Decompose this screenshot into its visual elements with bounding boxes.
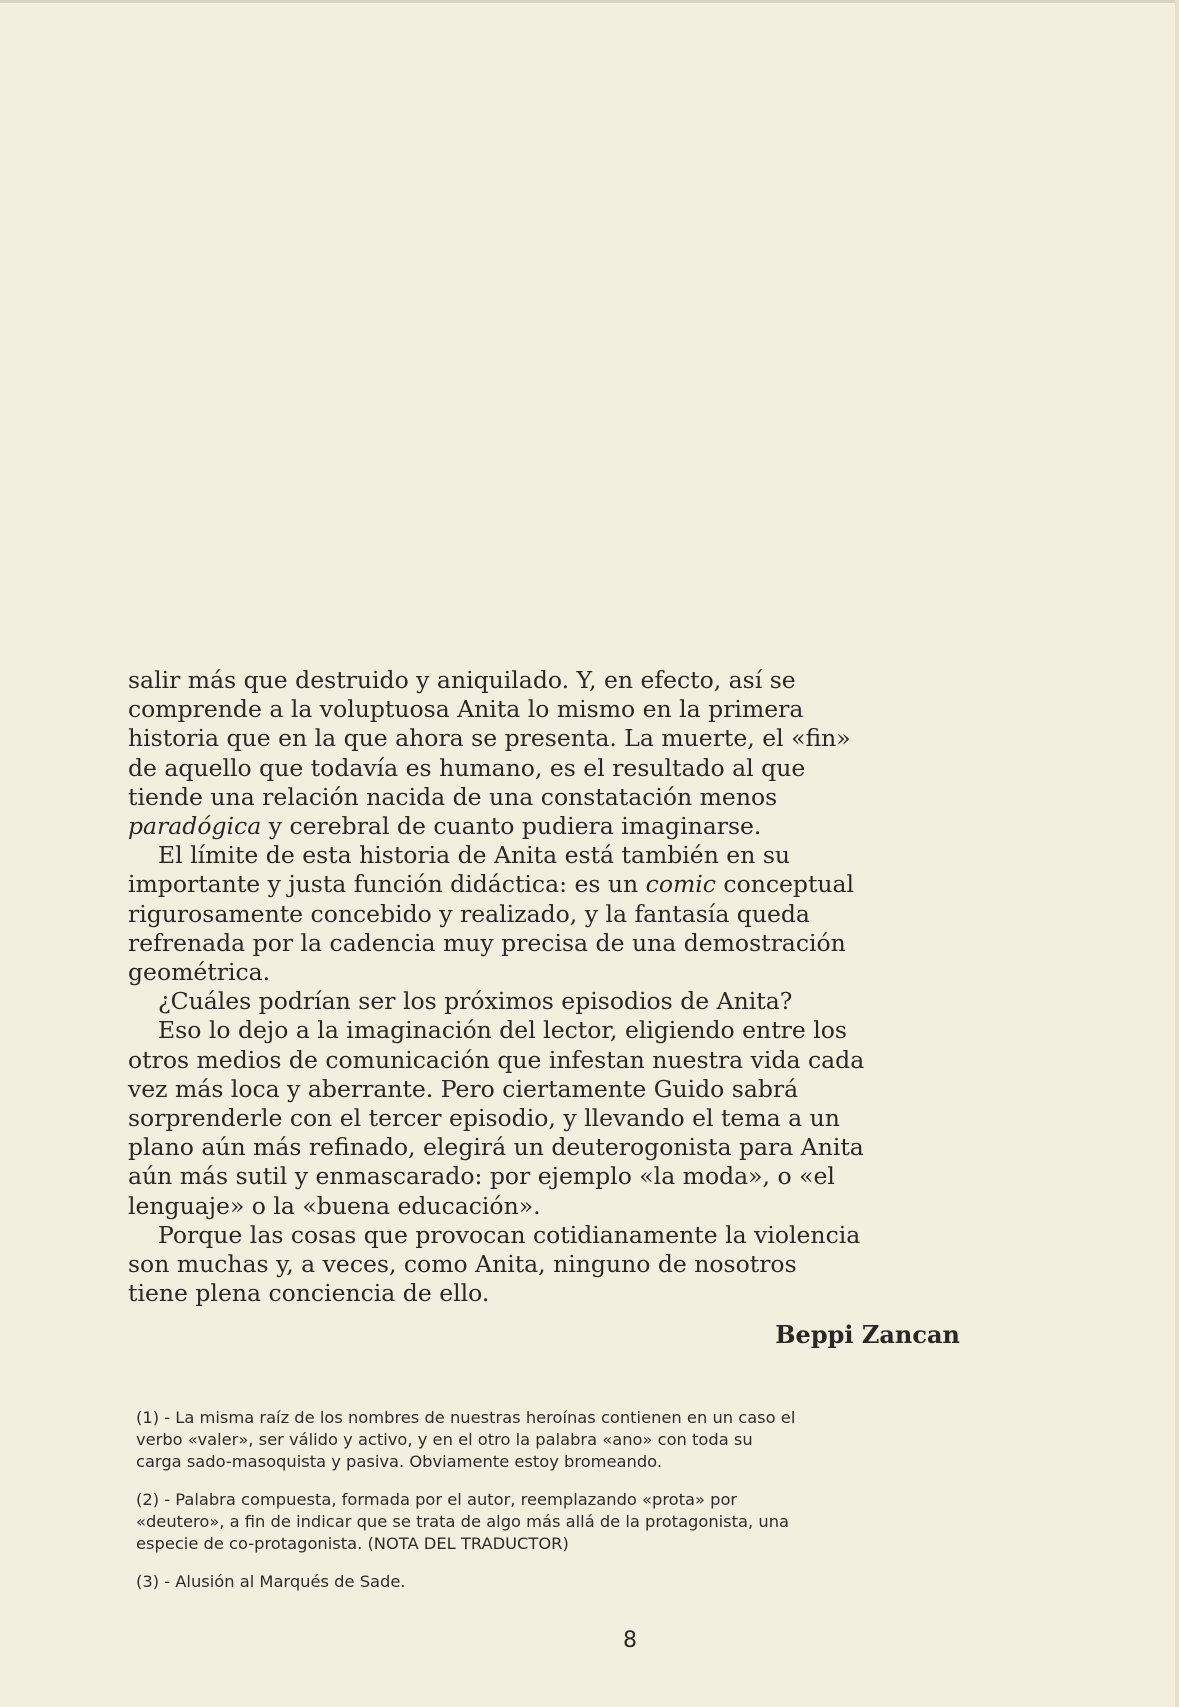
footnote-line: «deutero», a fin de indicar que se trata de algo más allá de la protagonista, una [136,1512,789,1531]
text-segment: y cerebral de cuanto pudiera imaginarse. [261,812,762,841]
footnote [136,1407,956,1473]
author-signature: Beppi Zancan [775,1320,960,1349]
text-segment: conceptual [715,870,855,899]
text-segment: importante y justa función didáctica: es un [128,870,646,899]
text-segment: salir más que destruido y aniquilado. Y, en efecto, así se [128,666,796,694]
text-segment: de aquello que todavía es humano, es el resultado al que [128,753,806,782]
text-segment: geométrica. [128,958,271,987]
page-number: 8 [623,1628,637,1653]
italic-text: paradógica [128,812,262,841]
paragraph [128,1016,960,1220]
footnote-line: (1) - La misma raíz de los nombres de nuestras heroínas contienen en un caso el [136,1408,796,1427]
text-segment: vez más loca y aberrante. Pero ciertamente Guido sabrá [128,1074,799,1103]
italic-text: comic [645,870,716,899]
footnote [136,1489,956,1555]
text-segment: lenguaje» o la «buena educación». [128,1191,541,1220]
paragraph [128,666,960,841]
essay-body [128,666,960,1308]
footnote-line: especie de co-protagonista. (NOTA DEL TRADUCTOR) [136,1534,569,1553]
footnote-line: (2) - Palabra compuesta, formada por el autor, reemplazando «prota» por [136,1490,738,1509]
page-right-edge [1175,0,1179,1707]
paragraph [128,1221,960,1309]
text-segment: Porque las cosas que provocan cotidianamente la violencia [158,1220,861,1249]
text-segment: son muchas y, a veces, como Anita, ninguno de nosotros [128,1250,797,1279]
text-segment: ¿Cuáles podrían ser los próximos episodios de Anita? [158,987,793,1016]
text-segment: otros medios de comunicación que infestan nuestra vida cada [128,1045,865,1074]
text-segment: aún más sutil y enmascarado: por ejemplo «la moda», o «el [128,1162,835,1191]
text-segment: historia que en la que ahora se presenta. La muerte, el «fin» [128,724,851,753]
footnotes [136,1407,956,1609]
footnote-line: verbo «valer», ser válido y activo, y en el otro la palabra «ano» con toda su [136,1430,753,1449]
text-segment: plano aún más refinado, elegirá un deuterogonista para Anita [128,1133,864,1162]
text-segment: sorprenderle con el tercer episodio, y llevando el tema a un [128,1104,840,1133]
paragraph [128,841,960,987]
footnote-line: (3) - Alusión al Marqués de Sade. [136,1572,406,1591]
page-top-edge [0,0,1179,3]
text-segment: rigurosamente concebido y realizado, y la fantasía queda [128,899,810,928]
footnote [136,1571,956,1593]
paragraph [128,987,960,1016]
text-segment: tiende una relación nacida de una constatación menos [128,782,778,811]
text-segment: El límite de esta historia de Anita está también en su [158,841,791,870]
text-segment: tiene plena conciencia de ello. [128,1279,490,1308]
text-segment: refrenada por la cadencia muy precisa de una demostración [128,928,846,957]
footnote-line: carga sado-masoquista y pasiva. Obviamente estoy bromeando. [136,1452,663,1471]
text-segment: comprende a la voluptuosa Anita lo mismo en la primera [128,695,804,724]
text-segment: Eso lo dejo a la imaginación del lector, eligiendo entre los [158,1016,847,1045]
